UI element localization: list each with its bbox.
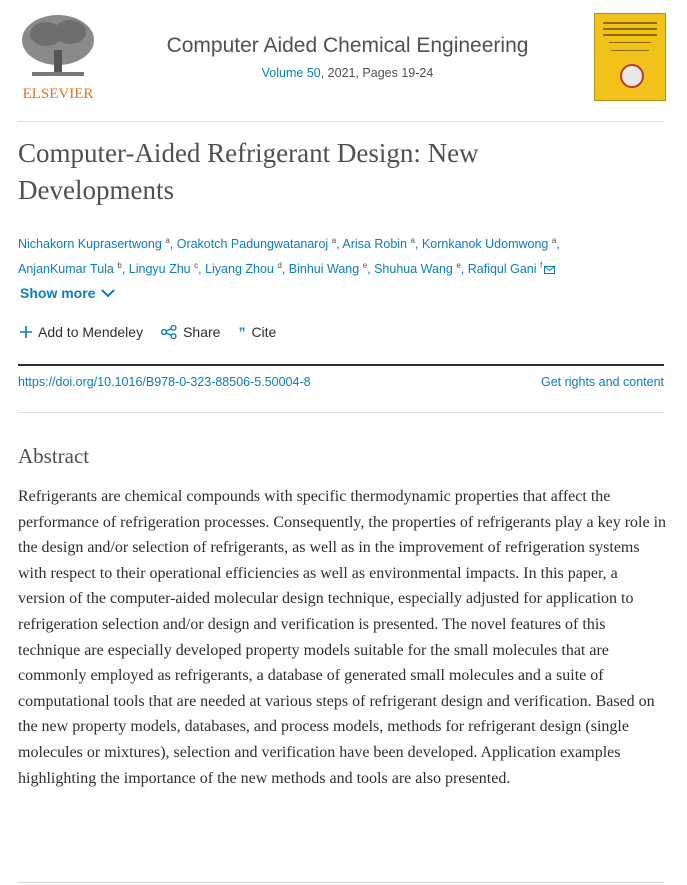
author-link[interactable] [342,237,415,251]
doi-link[interactable]: https://doi.org/10.1016/B978-0-323-88506-5.50004-8 [18,375,311,389]
publisher-name: ELSEVIER [22,86,94,102]
add-to-mendeley-button[interactable] [20,324,143,340]
article-actions [20,324,276,340]
author-affiliation: f [540,261,543,271]
author-name: Shuhua Wang [374,262,453,277]
envelope-icon[interactable] [544,266,555,274]
author-affiliation: c [194,261,199,271]
show-more-label: Show more [20,285,96,301]
author-link[interactable] [374,262,461,276]
author-link[interactable] [18,262,122,276]
author-name: Liyang Zhou [205,262,274,277]
share-icon [161,325,177,339]
author-affiliation: e [456,261,461,271]
author-name: Kornkanok Udomwong [421,237,549,252]
divider [18,882,664,883]
author-name: AnjanKumar Tula [18,262,114,277]
author-link[interactable] [468,262,556,276]
author-affiliation: d [277,261,282,271]
share-label: Share [183,324,221,340]
author-name: Orakotch Padungwatanaroj [176,237,329,252]
author-affiliation: e [362,261,368,271]
cite-button[interactable] [238,324,276,340]
divider [18,121,664,122]
author-link[interactable] [289,262,367,276]
rights-link[interactable]: Get rights and content [541,375,664,389]
author-name: Lingyu Zhu [128,262,191,277]
author-link[interactable] [129,262,198,276]
article-title: Computer-Aided Refrigerant Design: New Developments [18,138,479,205]
author-affiliation: a [410,236,415,245]
journal-header [0,0,687,121]
elsevier-logo[interactable] [16,10,100,102]
show-more-button[interactable] [20,285,115,301]
author-link[interactable] [177,237,336,251]
abstract-heading: Abstract [18,444,90,468]
quote-icon: ” [238,324,246,340]
author-name: Arisa Robin [342,237,408,252]
author-affiliation: b [117,261,122,271]
author-name: Rafiqul Gani [467,262,537,277]
divider [18,412,664,413]
journal-cover[interactable] [594,13,666,101]
mendeley-label: Add to Mendeley [38,324,144,340]
volume-link[interactable]: Volume 50 [261,66,321,80]
cite-label: Cite [251,324,277,340]
author-link[interactable] [18,237,170,251]
cover-emblem [620,64,644,88]
author-affiliation: a [165,236,170,245]
author-name: Binhui Wang [288,262,360,277]
plus-icon [20,326,32,338]
abstract-text: Refrigerants are chemical compounds with specific thermodynamic properties that affect the performance of refrigeration processes. Consequently, the properties of refrigerants play a key role in the design and/or selection of refrigerants, as well as in the improvement of refrigeration systems with respect to their operational efficiencies as well as environmental impacts. In this paper, a version of the computer-aided molecular design technique, especially adjusted for application to refrigeration selection and/or design and verification is presented. The novel features of this technique are especially developed property models suitable for the small molecules that are commonly employed as refrigerants, a database of generated small molecules and a suite of computational tools that are needed at various steps of refrigerant design and verification. Based on the new property models, databases, and process models, methods for refrigerant design (single molecules or mixtures), selection and verification have been developed. Application examples highlighting the importance of the new methods and tools are also presented. [18,488,667,787]
journal-title[interactable]: Computer Aided Chemical Engineering [166,34,529,57]
author-link[interactable] [205,262,282,276]
doi-divider [18,364,664,366]
year-pages: , 2021, Pages 19-24 [320,66,434,80]
author-link[interactable] [422,237,556,251]
chevron-down-icon [101,289,115,298]
author-affiliation: a [331,236,337,245]
share-button[interactable] [161,324,220,340]
author-name: Nichakorn Kuprasertwong [18,237,162,252]
author-affiliation: a [551,236,557,245]
journal-meta [120,66,575,80]
author-list: Nichakorn Kuprasertwong $^a$, Orakotch Padungwatanaroj $^a$, Arisa Robin $^a$, Kornkanok Udomwong $^a$, AnjanKumar Tula $^b$, Lingyu Zhu $^c$, Liyang Zhou $^d$, Binhui Wang $^e$, Shuhua Wang $^e$, Rafiqul Gani $^f$ [18,236,560,277]
